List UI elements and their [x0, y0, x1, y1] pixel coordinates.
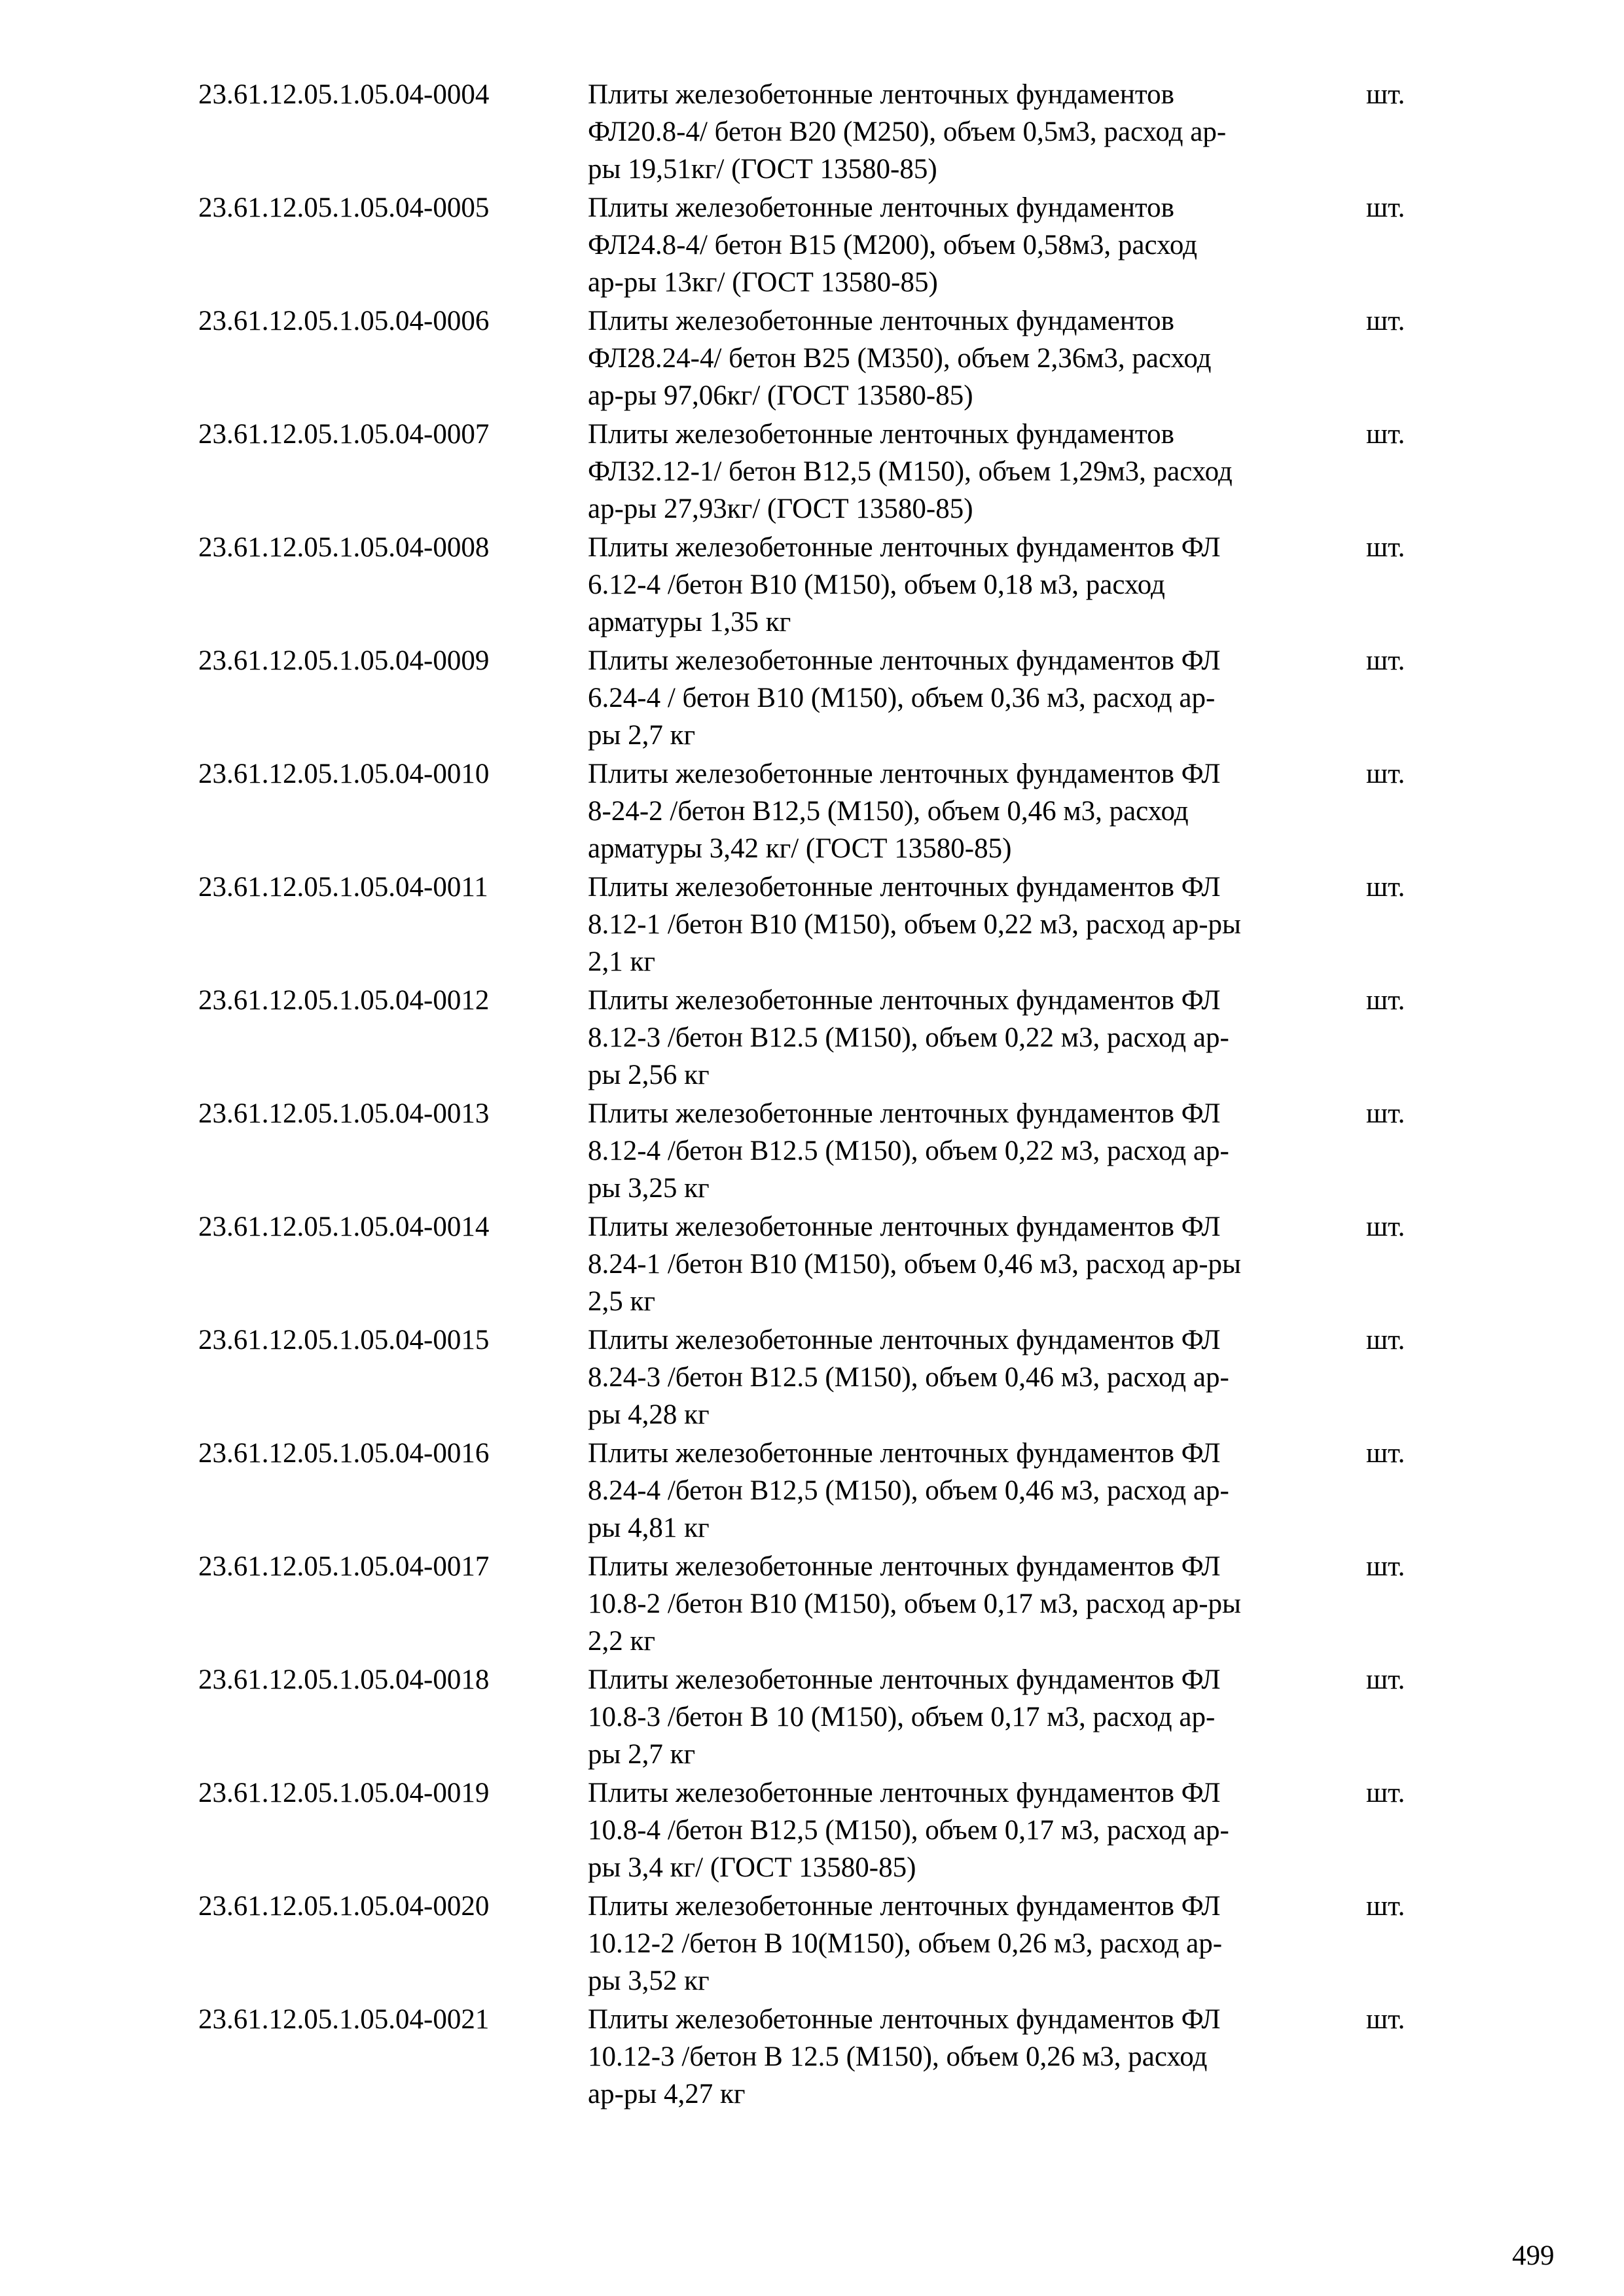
row-description: [588, 642, 1363, 754]
row-description: [588, 1548, 1363, 1660]
row-unit: шт.: [1366, 79, 1405, 110]
row-unit: шт.: [1366, 759, 1405, 789]
description-line: Плиты железобетонные ленточных фундаментов: [588, 306, 1174, 336]
row-code: 23.61.12.05.1.05.04-0007: [198, 419, 490, 450]
description-line: Плиты железобетонные ленточных фундаментов ФЛ: [588, 532, 1221, 563]
description-line: Плиты железобетонные ленточных фундаментов: [588, 419, 1174, 450]
row-unit: шт.: [1366, 192, 1405, 223]
row-description: [588, 529, 1363, 641]
row-code: 23.61.12.05.1.05.04-0010: [198, 759, 490, 789]
row-code: 23.61.12.05.1.05.04-0005: [198, 192, 490, 223]
row-description: [588, 755, 1363, 867]
row-code: 23.61.12.05.1.05.04-0008: [198, 532, 490, 563]
row-code: 23.61.12.05.1.05.04-0015: [198, 1325, 490, 1355]
row-unit: шт.: [1366, 419, 1405, 450]
description-line: ФЛ24.8-4/ бетон В15 (М200), объем 0,58м3, расход: [588, 230, 1198, 260]
description-line: 6.12-4 /бетон В10 (М150), объем 0,18 м3, расход: [588, 569, 1165, 600]
table-row: [0, 755, 1624, 869]
row-code: 23.61.12.05.1.05.04-0004: [198, 79, 490, 110]
row-unit: шт.: [1366, 2004, 1405, 2035]
description-line: 8.12-4 /бетон В12.5 (М150), объем 0,22 м3, расход ар-: [588, 1136, 1229, 1166]
description-line: ры 2,56 кг: [588, 1060, 710, 1090]
row-description: [588, 1208, 1363, 1320]
description-line: ар-ры 13кг/ (ГОСТ 13580-85): [588, 267, 938, 298]
row-unit: шт.: [1366, 645, 1405, 676]
row-unit: шт.: [1366, 1211, 1405, 1242]
row-description: [588, 2001, 1363, 2113]
table-row: [0, 2001, 1624, 2114]
row-unit: шт.: [1366, 1778, 1405, 1808]
description-line: Плиты железобетонные ленточных фундаментов ФЛ: [588, 645, 1221, 676]
description-line: ры 2,7 кг: [588, 1739, 696, 1770]
table-row: [0, 302, 1624, 416]
table-row: [0, 1548, 1624, 1661]
description-line: 8.24-1 /бетон В10 (М150), объем 0,46 м3, расход ар-ры: [588, 1249, 1241, 1280]
description-line: 10.12-3 /бетон В 12.5 (М150), объем 0,26 м3, расход: [588, 2041, 1208, 2072]
table-row: [0, 1774, 1624, 1888]
description-line: Плиты железобетонные ленточных фундаментов: [588, 79, 1174, 110]
description-line: Плиты железобетонные ленточных фундаментов ФЛ: [588, 872, 1221, 903]
description-line: ар-ры 27,93кг/ (ГОСТ 13580-85): [588, 493, 973, 524]
description-line: 6.24-4 / бетон В10 (М150), объем 0,36 м3, расход ар-: [588, 683, 1216, 713]
table-row: [0, 642, 1624, 755]
row-description: [588, 76, 1363, 188]
description-line: 2,5 кг: [588, 1286, 656, 1317]
row-description: [588, 1321, 1363, 1433]
table-row: [0, 1208, 1624, 1321]
table-row: [0, 1661, 1624, 1774]
row-unit: шт.: [1366, 872, 1405, 903]
row-code: 23.61.12.05.1.05.04-0013: [198, 1098, 490, 1129]
description-line: Плиты железобетонные ленточных фундаментов ФЛ: [588, 1664, 1221, 1695]
row-unit: шт.: [1366, 1891, 1405, 1922]
row-description: [588, 1774, 1363, 1886]
table-row: [0, 529, 1624, 642]
description-line: Плиты железобетонные ленточных фундаментов ФЛ: [588, 759, 1221, 789]
description-line: Плиты железобетонные ленточных фундаментов ФЛ: [588, 1211, 1221, 1242]
table-row: [0, 982, 1624, 1095]
description-line: 8-24-2 /бетон В12,5 (М150), объем 0,46 м3, расход: [588, 796, 1189, 827]
table-row: [0, 1321, 1624, 1435]
description-line: 10.8-3 /бетон В 10 (М150), объем 0,17 м3, расход ар-: [588, 1702, 1216, 1732]
description-line: ры 2,7 кг: [588, 720, 696, 751]
catalog-table: [0, 76, 1624, 2114]
row-code: 23.61.12.05.1.05.04-0011: [198, 872, 488, 903]
row-code: 23.61.12.05.1.05.04-0006: [198, 306, 490, 336]
row-unit: шт.: [1366, 532, 1405, 563]
table-row: [0, 869, 1624, 982]
description-line: Плиты железобетонные ленточных фундаментов ФЛ: [588, 1778, 1221, 1808]
row-code: 23.61.12.05.1.05.04-0014: [198, 1211, 490, 1242]
description-line: арматуры 3,42 кг/ (ГОСТ 13580-85): [588, 833, 1012, 864]
description-line: ры 4,28 кг: [588, 1399, 710, 1430]
description-line: Плиты железобетонные ленточных фундаментов ФЛ: [588, 1551, 1221, 1582]
row-description: [588, 869, 1363, 980]
description-line: Плиты железобетонные ленточных фундаментов ФЛ: [588, 1325, 1221, 1355]
description-line: ФЛ20.8-4/ бетон В20 (М250), объем 0,5м3, расход ар-: [588, 117, 1227, 147]
description-line: 8.24-4 /бетон В12,5 (М150), объем 0,46 м3, расход ар-: [588, 1475, 1229, 1506]
description-line: ФЛ32.12-1/ бетон В12,5 (М150), объем 1,29м3, расход: [588, 456, 1233, 487]
description-line: 8.24-3 /бетон В12.5 (М150), объем 0,46 м3, расход ар-: [588, 1362, 1229, 1393]
description-line: ры 19,51кг/ (ГОСТ 13580-85): [588, 154, 937, 185]
description-line: Плиты железобетонные ленточных фундаментов ФЛ: [588, 1098, 1221, 1129]
row-code: 23.61.12.05.1.05.04-0021: [198, 2004, 490, 2035]
page-number: 499: [1512, 2240, 1555, 2271]
description-line: 8.12-1 /бетон В10 (М150), объем 0,22 м3, расход ар-ры: [588, 909, 1241, 940]
description-line: Плиты железобетонные ленточных фундаментов ФЛ: [588, 1891, 1221, 1922]
row-code: 23.61.12.05.1.05.04-0009: [198, 645, 490, 676]
description-line: 10.12-2 /бетон В 10(М150), объем 0,26 м3, расход ар-: [588, 1928, 1223, 1959]
row-description: [588, 302, 1363, 414]
row-unit: шт.: [1366, 306, 1405, 336]
description-line: 8.12-3 /бетон В12.5 (М150), объем 0,22 м3, расход ар-: [588, 1022, 1229, 1053]
row-code: 23.61.12.05.1.05.04-0012: [198, 985, 490, 1016]
description-line: Плиты железобетонные ленточных фундаментов ФЛ: [588, 2004, 1221, 2035]
table-row: [0, 416, 1624, 529]
description-line: ры 4,81 кг: [588, 1513, 710, 1543]
row-description: [588, 416, 1363, 528]
table-row: [0, 1095, 1624, 1208]
row-code: 23.61.12.05.1.05.04-0016: [198, 1438, 490, 1469]
row-code: 23.61.12.05.1.05.04-0020: [198, 1891, 490, 1922]
row-description: [588, 1435, 1363, 1547]
table-row: [0, 189, 1624, 302]
description-line: ар-ры 4,27 кг: [588, 2079, 746, 2109]
description-line: 2,2 кг: [588, 1626, 656, 1657]
row-code: 23.61.12.05.1.05.04-0019: [198, 1778, 490, 1808]
description-line: Плиты железобетонные ленточных фундаментов ФЛ: [588, 1438, 1221, 1469]
description-line: ры 3,25 кг: [588, 1173, 710, 1204]
table-row: [0, 1888, 1624, 2001]
description-line: ар-ры 97,06кг/ (ГОСТ 13580-85): [588, 380, 973, 411]
row-unit: шт.: [1366, 1551, 1405, 1582]
row-description: [588, 1095, 1363, 1207]
description-line: Плиты железобетонные ленточных фундаментов: [588, 192, 1174, 223]
row-unit: шт.: [1366, 985, 1405, 1016]
row-unit: шт.: [1366, 1438, 1405, 1469]
row-unit: шт.: [1366, 1325, 1405, 1355]
row-code: 23.61.12.05.1.05.04-0018: [198, 1664, 490, 1695]
table-row: [0, 76, 1624, 189]
description-line: 2,1 кг: [588, 946, 656, 977]
description-line: ры 3,52 кг: [588, 1965, 710, 1996]
row-unit: шт.: [1366, 1664, 1405, 1695]
row-description: [588, 1888, 1363, 2000]
description-line: арматуры 1,35 кг: [588, 607, 791, 637]
description-line: 10.8-2 /бетон В10 (М150), объем 0,17 м3, расход ар-ры: [588, 1588, 1241, 1619]
description-line: ФЛ28.24-4/ бетон В25 (М350), объем 2,36м3, расход: [588, 343, 1212, 374]
table-row: [0, 1435, 1624, 1548]
row-description: [588, 1661, 1363, 1773]
row-description: [588, 189, 1363, 301]
description-line: ры 3,4 кг/ (ГОСТ 13580-85): [588, 1852, 916, 1883]
description-line: Плиты железобетонные ленточных фундаментов ФЛ: [588, 985, 1221, 1016]
row-code: 23.61.12.05.1.05.04-0017: [198, 1551, 490, 1582]
row-unit: шт.: [1366, 1098, 1405, 1129]
description-line: 10.8-4 /бетон В12,5 (М150), объем 0,17 м3, расход ар-: [588, 1815, 1229, 1846]
row-description: [588, 982, 1363, 1094]
